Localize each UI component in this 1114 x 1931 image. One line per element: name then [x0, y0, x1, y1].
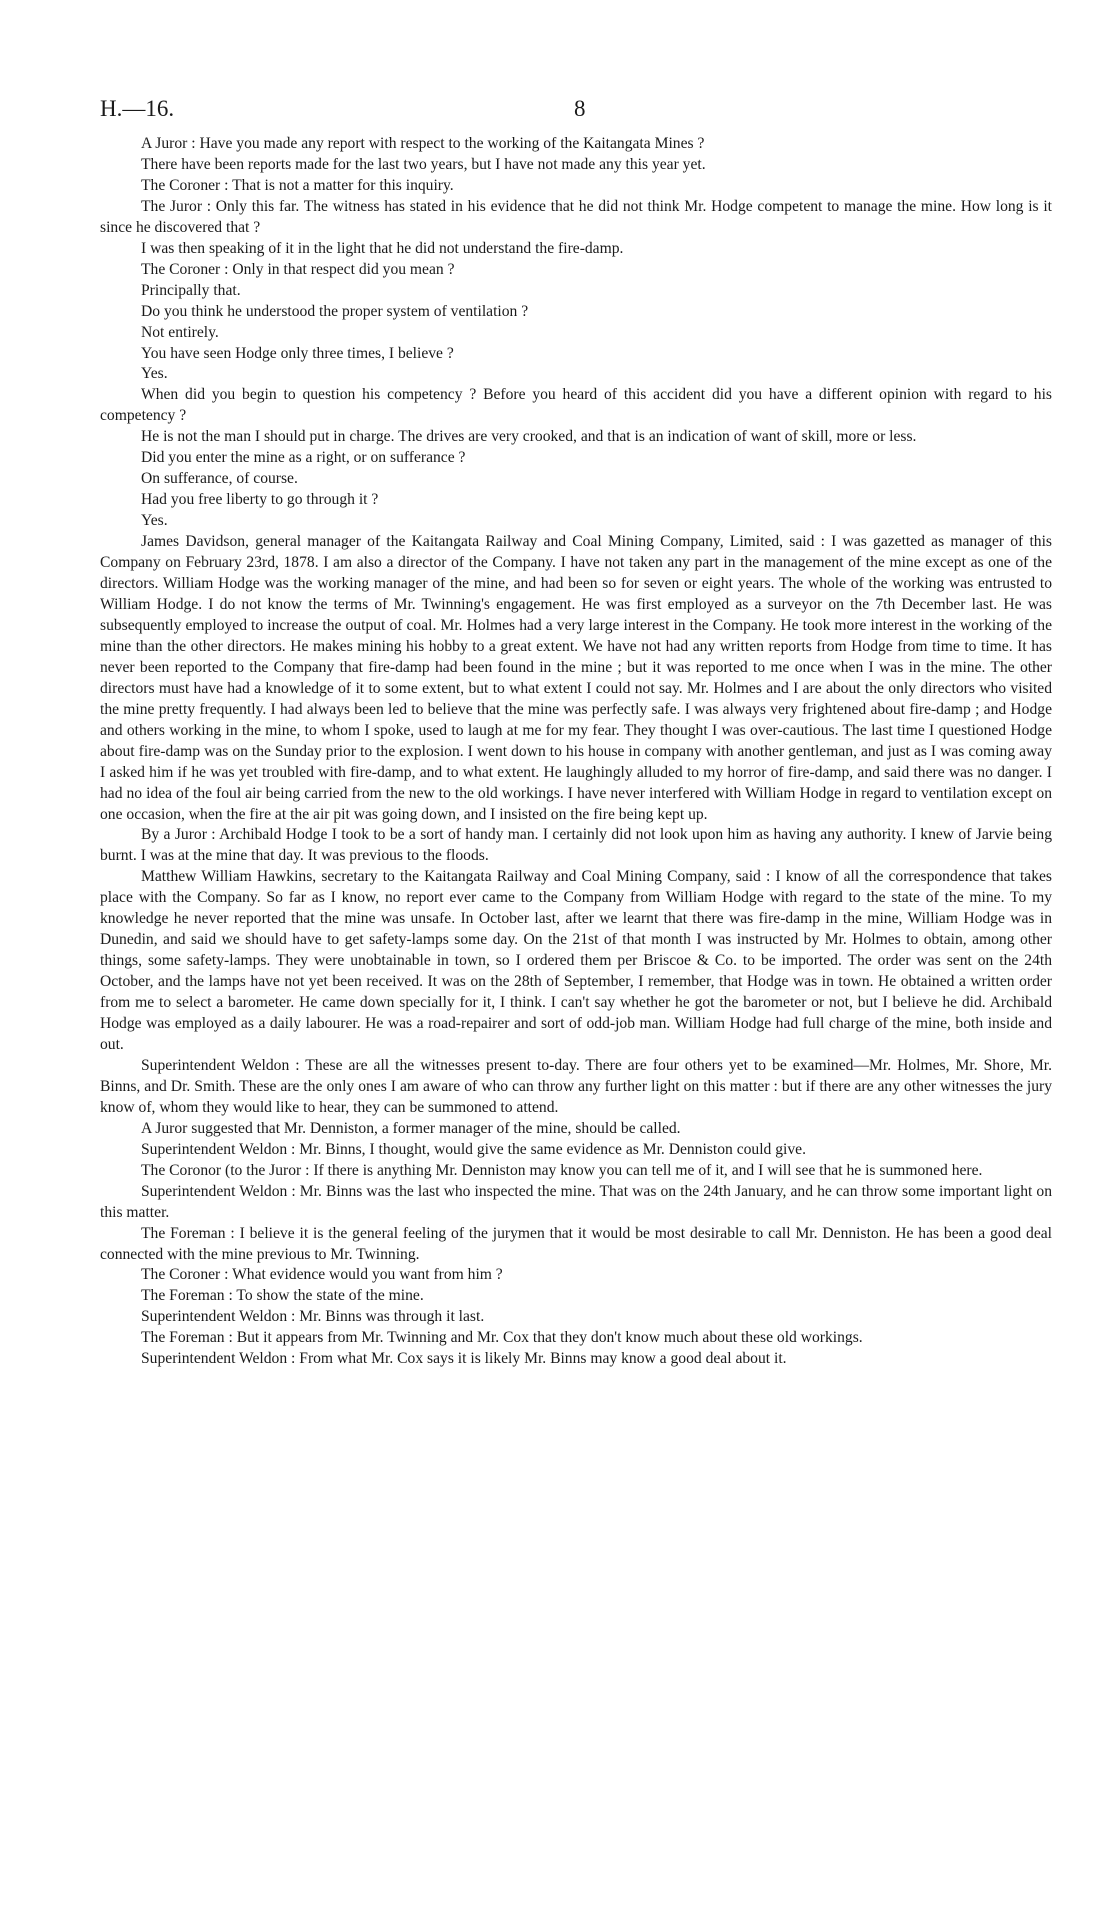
paragraph: Matthew William Hawkins, secretary to the Kaitangata Railway and Coal Mining Company, said : I know of all the correspondence that takes place with the Company. So far as I know, no report ever came to the Company from William Hodge with regard to the state of the mine. To my knowledge he never reported that the mine was unsafe. In October last, after we learnt that there was fire-damp in the mine, William Hodge was in Dunedin, and said we should have to get safety-lamps some day. On the 21st of that month I was instructed by Mr. Holmes to obtain, among other things, some safety-lamps. They were unobtainable in town, so I ordered them per Briscoe & Co. to be imported. The order was sent on the 24th October, and the lamps have not yet been received. It was on the 28th of September, I remember, that Hodge was in town. He obtained a written order from me to select a barometer. He came down specially for it, I think. I can't say whether he got the barometer or not, but I believe he did. Archibald Hodge was employed as a daily labourer. He was a road-repairer and sort of odd-job man. William Hodge had full charge of the mine, both inside and out. [100, 868, 1052, 1053]
paragraph: There have been reports made for the last two years, but I have not made any this year yet. [141, 155, 706, 173]
document-page [100, 88, 1052, 1370]
paragraph: The Foreman : I believe it is the general feeling of the jurymen that it would be most desirable to call Mr. Denniston. He has been a good deal connected with the mine previous to Mr. Twinning. [100, 1224, 1052, 1263]
paragraph: I was then speaking of it in the light that he did not understand the fire-damp. [141, 239, 624, 257]
paragraph: By a Juror : Archibald Hodge I took to be a sort of handy man. I certainly did not look upon him as having any authority. I knew of Jarvie being burnt. I was at the mine that day. It was previous to the floods. [100, 826, 1052, 865]
paragraph: A Juror suggested that Mr. Denniston, a former manager of the mine, should be called. [141, 1119, 681, 1137]
paragraph: Had you free liberty to go through it ? [141, 491, 379, 509]
paragraph: The Coroner : Only in that respect did you mean ? [141, 260, 455, 278]
paragraph: Do you think he understood the proper system of ventilation ? [141, 302, 529, 320]
paragraph: The Coroner : That is not a matter for this inquiry. [141, 176, 454, 194]
page-number: 8 [574, 96, 586, 121]
paragraph: Did you enter the mine as a right, or on sufferance ? [141, 449, 466, 467]
paragraph: Yes. [141, 365, 168, 383]
paragraph: He is not the man I should put in charge. The drives are very crooked, and that is an indication of want of skill, more or less. [141, 428, 917, 446]
paragraph: Superintendent Weldon : Mr. Binns was the last who inspected the mine. That was on the 24th January, and he can throw some important light on this matter. [100, 1182, 1052, 1221]
paragraph: The Coronor (to the Juror : If there is anything Mr. Denniston may know you can tell me of it, and I will see that he is summoned here. [141, 1161, 983, 1179]
paragraph: The Coroner : What evidence would you want from him ? [141, 1266, 503, 1284]
paragraph: A Juror : Have you made any report with respect to the working of the Kaitangata Mines ? [141, 135, 705, 152]
paragraph: You have seen Hodge only three times, I believe ? [141, 344, 454, 362]
paragraph: Not entirely. [141, 323, 219, 341]
paragraph: The Foreman : To show the state of the mine. [141, 1287, 424, 1305]
paragraph: The Juror : Only this far. The witness has stated in his evidence that he did not think Mr. Hodge competent to manage the mine. How long is it since he discovered that ? [100, 197, 1052, 236]
document-body [100, 134, 1052, 1370]
paragraph: Superintendent Weldon : These are all the witnesses present to-day. There are four others yet to be examined—Mr. Holmes, Mr. Shore, Mr. Binns, and Dr. Smith. These are the only ones I am aware of who can throw any further light on this matter : but if there are any other witnesses the jury know of, whom they would like to hear, they can be summoned to attend. [100, 1056, 1052, 1116]
page-header [100, 88, 1052, 128]
paragraph: On sufferance, of course. [141, 470, 298, 488]
paragraph: When did you begin to question his competency ? Before you heard of this accident did you have a different opinion with regard to his competency ? [100, 386, 1052, 425]
paragraph: Superintendent Weldon : From what Mr. Cox says it is likely Mr. Binns may know a good deal about it. [141, 1350, 787, 1368]
paragraph: James Davidson, general manager of the Kaitangata Railway and Coal Mining Company, Limited, said : I was gazetted as manager of this Company on February 23rd, 1878. I am also a director of the Company. I have not taken any part in the management of the mine except as one of the directors. William Hodge was the working manager of the mine, and had been so for seven or eight years. The whole of the working was entrusted to William Hodge. I do not know the terms of Mr. Twinning's engagement. He was first employed as a surveyor on the 7th December last. He was subsequently employed to increase the output of coal. Mr. Holmes had a very large interest in the Company. He took more interest in the working of the mine than the other directors. He makes mining his hobby to a great extent. We have not had any written reports from Hodge from time to time. It has never been reported to the Company that fire-damp had been found in the mine ; but it was reported to me once when I was in the mine. The other directors must have had a knowledge of it to some extent, but to what extent I could not say. Mr. Holmes and I are about the only directors who visited the mine pretty frequently. I had always been led to believe that the mine was perfectly safe. I was always very frightened about fire-damp ; and Hodge and others working in the mine, to whom I spoke, used to laugh at me for my fear. They thought I was over-cautious. The last time I questioned Hodge about fire-damp was on the Sunday prior to the explosion. I went down to his house in company with another gentleman, and just as I was coming away I asked him if he was yet troubled with fire-damp, and to what extent. He laughingly alluded to my horror of fire-damp, and said there was no danger. I had no idea of the foul air being carried from the new to the old workings. I have never interfered with William Hodge in regard to ventilation except on one occasion, when the fire at the air pit was going down, and I insisted on the fire being kept up. [100, 533, 1052, 823]
paragraph: Principally that. [141, 281, 241, 299]
paragraph: The Foreman : But it appears from Mr. Twinning and Mr. Cox that they don't know much about these old workings. [141, 1329, 863, 1347]
paragraph: Superintendent Weldon : Mr. Binns was through it last. [141, 1308, 485, 1326]
document-reference: H.—16. [100, 96, 175, 121]
paragraph: Yes. [141, 512, 168, 530]
paragraph: Superintendent Weldon : Mr. Binns, I thought, would give the same evidence as Mr. Denniston could give. [141, 1140, 806, 1158]
